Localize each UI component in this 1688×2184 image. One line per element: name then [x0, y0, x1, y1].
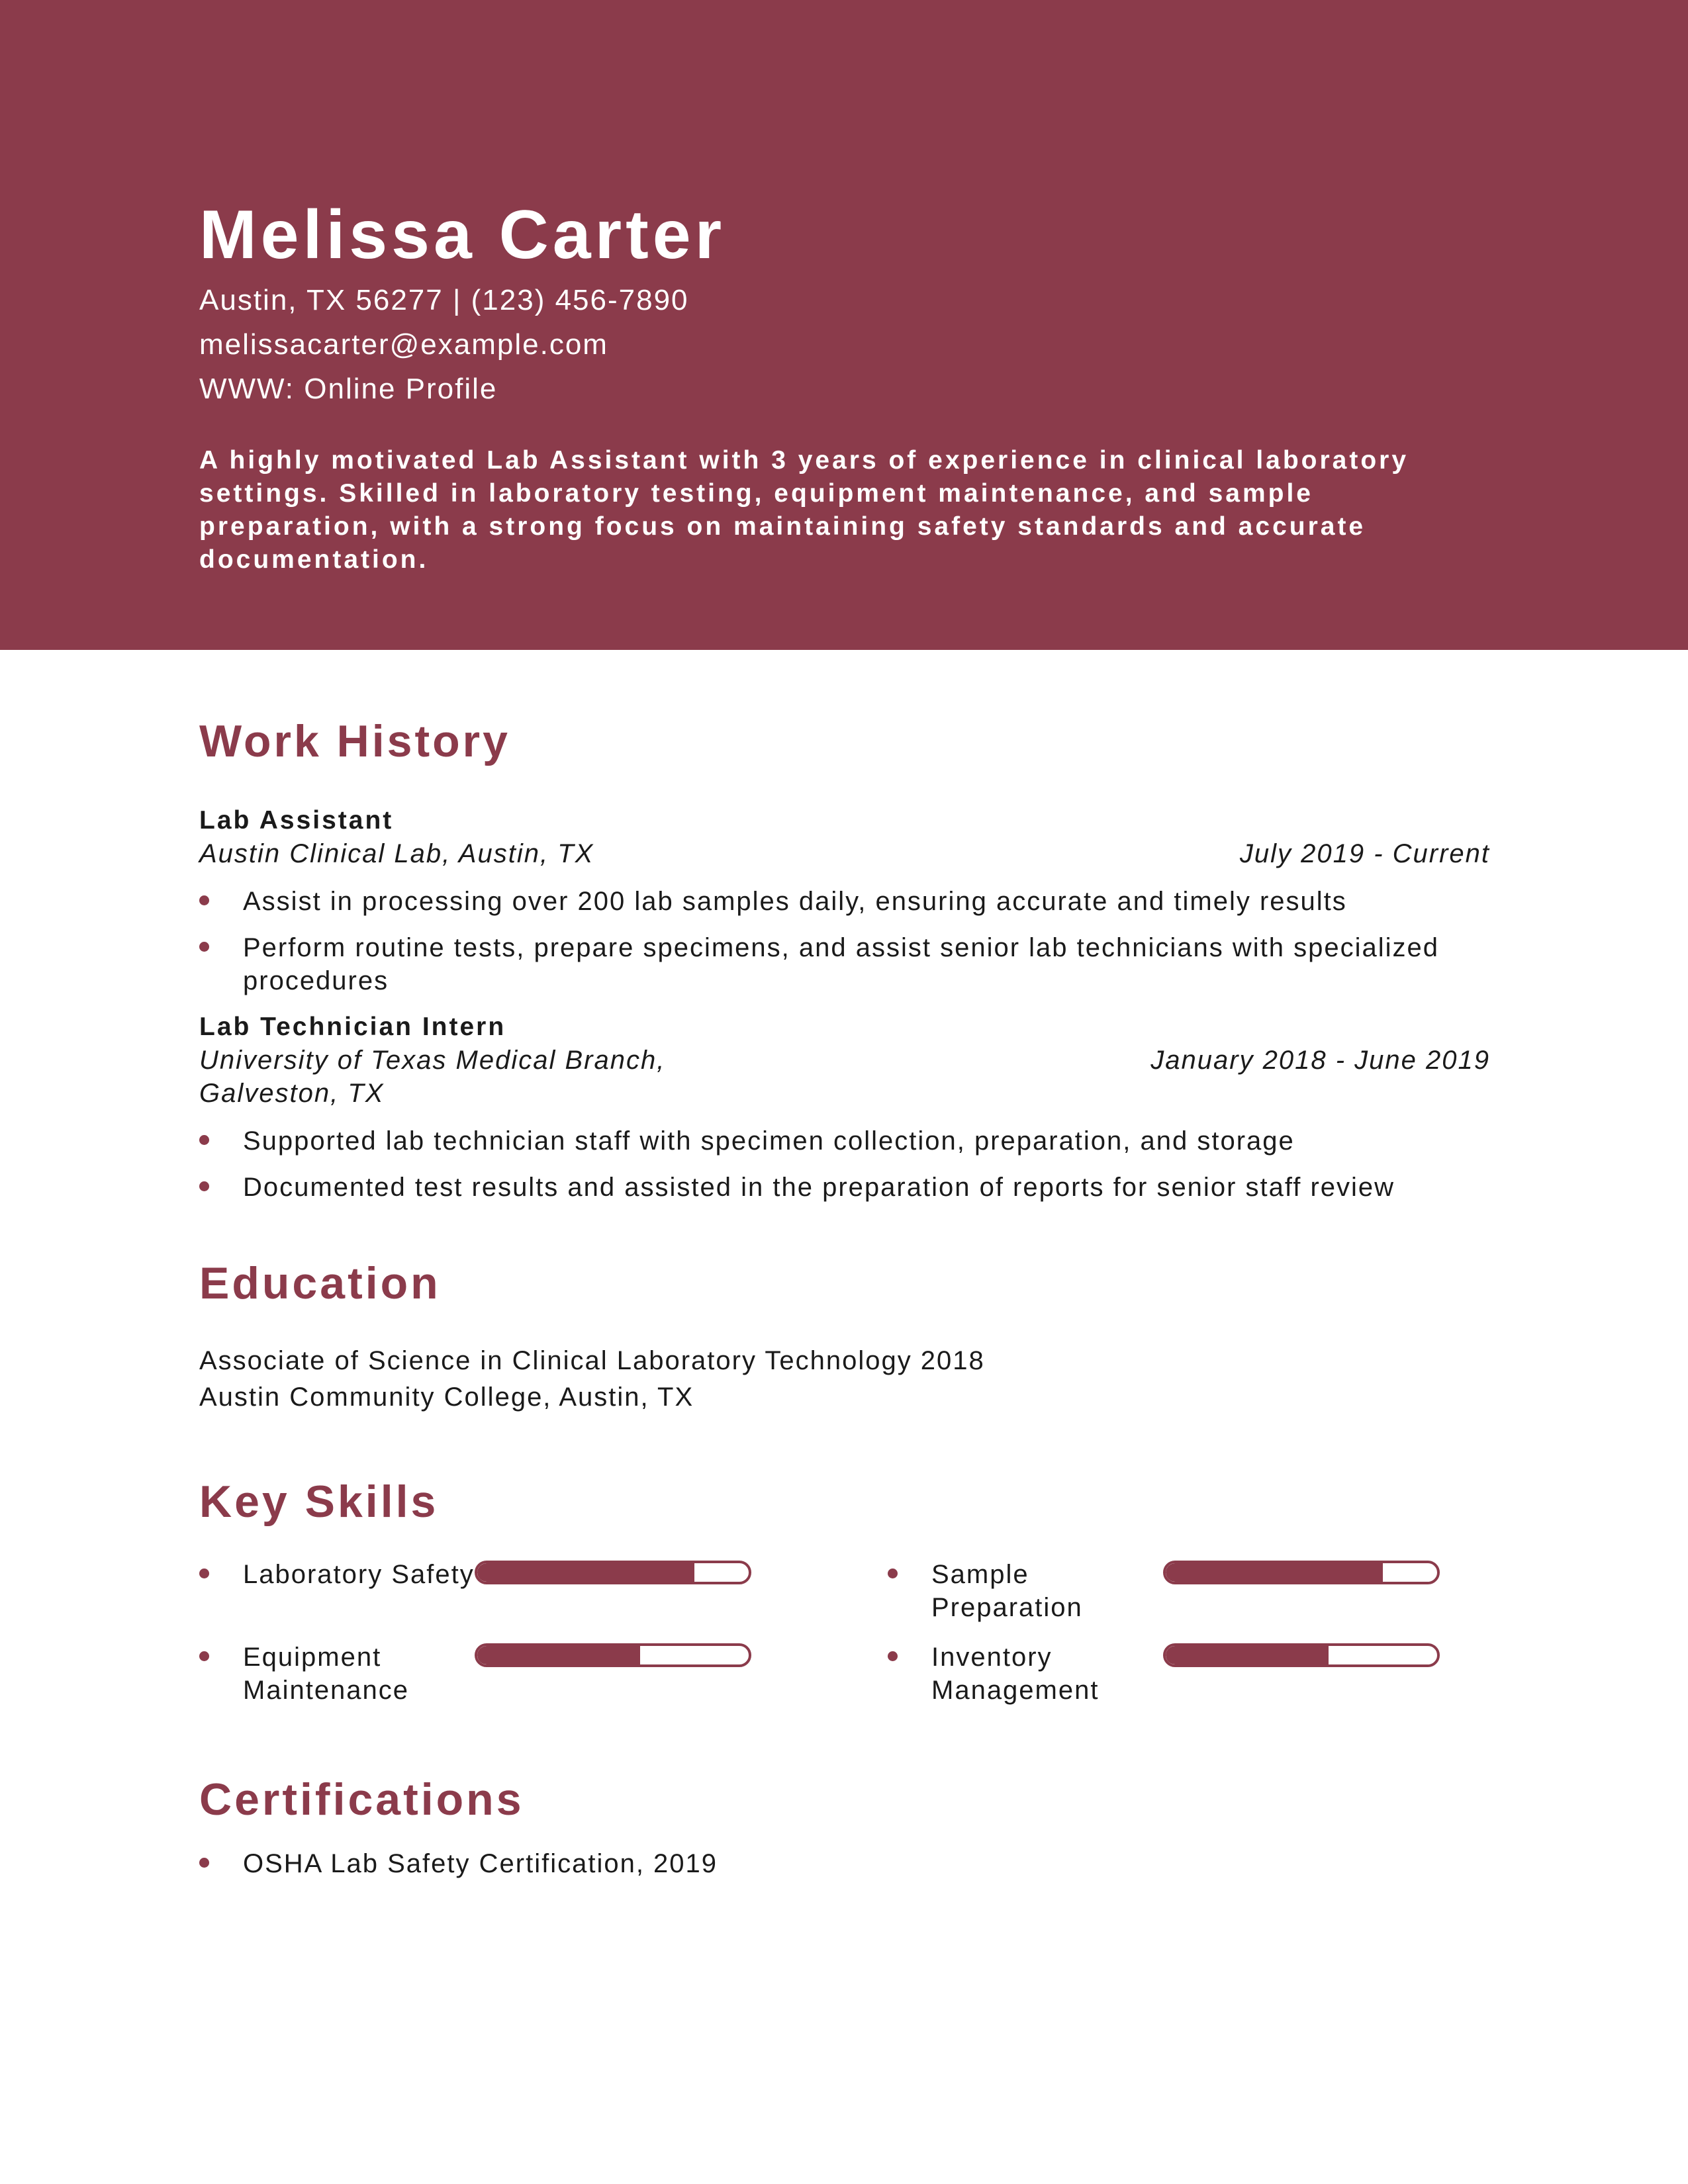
job-dates: July 2019 - Current [1239, 839, 1490, 868]
school: Austin Community College, Austin, TX [199, 1383, 694, 1412]
bullet-dot-icon [199, 942, 209, 952]
bullet-dot-icon [199, 895, 209, 905]
bullet-dot-icon [199, 1651, 209, 1661]
skill-item [199, 1558, 888, 1624]
professional-summary: A highly motivated Lab Assistant with 3 years of experience in clinical laboratory settings. Skilled in laboratory testing, equipment maintenance, and sample preparation, with a strong focus on maintaining safety standards and accurate documentation. [199, 446, 1409, 574]
bullet-dot-icon [199, 1858, 209, 1868]
list-item [199, 885, 1490, 918]
work-history-section [199, 708, 1490, 1204]
bullet-text: Assist in processing over 200 lab samples daily, ensuring accurate and timely results [243, 887, 1347, 916]
job-title: Lab Assistant [199, 806, 394, 835]
skill-label: Equipment Maintenance [243, 1643, 410, 1705]
education-entry [199, 1343, 1490, 1416]
degree: Associate of Science in Clinical Laboratory Technology 2018 [199, 1346, 985, 1375]
job-company: University of Texas Medical Branch, Galveston, TX [199, 1046, 666, 1108]
bullet-text: Supported lab technician staff with specimen collection, preparation, and storage [243, 1126, 1295, 1156]
job-meta [199, 1044, 1490, 1110]
certifications-section [199, 1766, 1490, 1880]
bullet-text: Documented test results and assisted in the preparation of reports for senior staff review [243, 1173, 1395, 1202]
job-bullets [199, 1124, 1490, 1204]
skill-label: Laboratory Safety [243, 1560, 475, 1589]
location-phone: Austin, TX 56277 | (123) 456-7890 [199, 284, 689, 316]
skills-grid [199, 1558, 1490, 1707]
skill-item [199, 1641, 888, 1707]
list-item [199, 1847, 1490, 1880]
skill-level-bar [475, 1561, 751, 1584]
skill-label: Sample Preparation [931, 1560, 1083, 1622]
job-dates: January 2018 - June 2019 [1150, 1046, 1490, 1075]
website-link[interactable]: WWW: Online Profile [199, 373, 498, 405]
job-entry [199, 1011, 1490, 1204]
resume-body [199, 708, 1490, 1893]
skill-level-bar [1163, 1643, 1440, 1667]
section-title-work-history: Work History [199, 716, 510, 766]
job-bullets [199, 885, 1490, 997]
email-link[interactable]: melissacarter@example.com [199, 328, 608, 361]
job-title: Lab Technician Intern [199, 1013, 506, 1041]
section-title-education: Education [199, 1258, 441, 1308]
list-item [199, 1124, 1490, 1158]
bullet-dot-icon [199, 1181, 209, 1191]
certification-text: OSHA Lab Safety Certification, 2019 [243, 1849, 718, 1878]
job-company: Austin Clinical Lab, Austin, TX [199, 839, 594, 868]
header-content [199, 192, 1490, 576]
skill-level-fill [1166, 1646, 1329, 1664]
bullet-dot-icon [888, 1651, 898, 1661]
certifications-list [199, 1847, 1490, 1880]
section-title-key-skills: Key Skills [199, 1477, 439, 1527]
skills-section [199, 1469, 1490, 1707]
bullet-dot-icon [199, 1569, 209, 1578]
list-item [199, 931, 1490, 997]
job-entry [199, 804, 1490, 997]
skill-level-bar [1163, 1561, 1440, 1584]
bullet-dot-icon [888, 1569, 898, 1578]
skill-level-fill [1166, 1563, 1383, 1582]
bullet-dot-icon [199, 1135, 209, 1145]
candidate-name: Melissa Carter [199, 197, 726, 273]
header-banner [0, 0, 1688, 650]
bullet-text: Perform routine tests, prepare specimens, and assist senior lab technicians with specialized procedures [243, 933, 1440, 995]
skill-level-fill [477, 1563, 694, 1582]
list-item [199, 1171, 1490, 1204]
section-title-certifications: Certifications [199, 1774, 524, 1825]
skill-item [888, 1641, 1490, 1707]
job-meta [199, 837, 1490, 870]
skill-level-bar [475, 1643, 751, 1667]
education-section [199, 1250, 1490, 1416]
skill-item [888, 1558, 1490, 1624]
skill-label: Inventory Management [931, 1643, 1100, 1705]
skill-level-fill [477, 1646, 640, 1664]
